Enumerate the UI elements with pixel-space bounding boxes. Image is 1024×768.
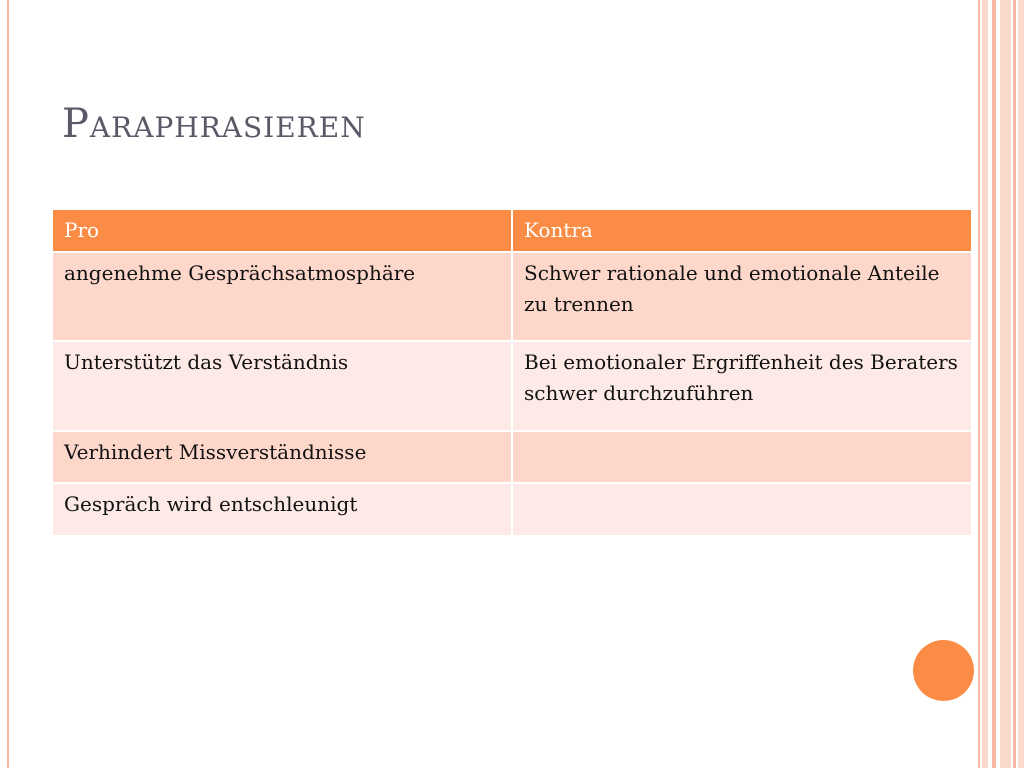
stripe bbox=[1000, 0, 1011, 768]
stripe bbox=[1013, 0, 1016, 768]
right-decorative-stripes bbox=[978, 0, 1024, 768]
stripe bbox=[1018, 0, 1024, 768]
stripe bbox=[982, 0, 988, 768]
slide-title: Paraphrasieren bbox=[62, 101, 366, 147]
pro-cell: Verhindert Missverständnisse bbox=[52, 431, 512, 483]
table-header-row bbox=[52, 209, 972, 252]
table-row bbox=[52, 252, 972, 341]
kontra-cell: Bei emotionaler Ergriffenheit des Beraters schwer durchzuführen bbox=[512, 341, 972, 431]
pro-cell: Gespräch wird entschleunigt bbox=[52, 483, 512, 536]
pro-contra-table-container bbox=[51, 208, 973, 537]
stripe bbox=[992, 0, 996, 768]
stripe bbox=[978, 0, 980, 768]
kontra-cell bbox=[512, 483, 972, 536]
header-pro: Pro bbox=[52, 209, 512, 252]
table-row bbox=[52, 431, 972, 483]
table-row bbox=[52, 341, 972, 431]
kontra-cell: Schwer rationale und emotionale Anteile zu trennen bbox=[512, 252, 972, 341]
decorative-circle bbox=[913, 640, 974, 701]
header-kontra: Kontra bbox=[512, 209, 972, 252]
pro-contra-table bbox=[51, 208, 973, 537]
pro-cell: angenehme Gesprächsatmosphäre bbox=[52, 252, 512, 341]
kontra-cell bbox=[512, 431, 972, 483]
pro-cell: Unterstützt das Verständnis bbox=[52, 341, 512, 431]
table-row bbox=[52, 483, 972, 536]
left-decorative-rule bbox=[7, 0, 9, 768]
